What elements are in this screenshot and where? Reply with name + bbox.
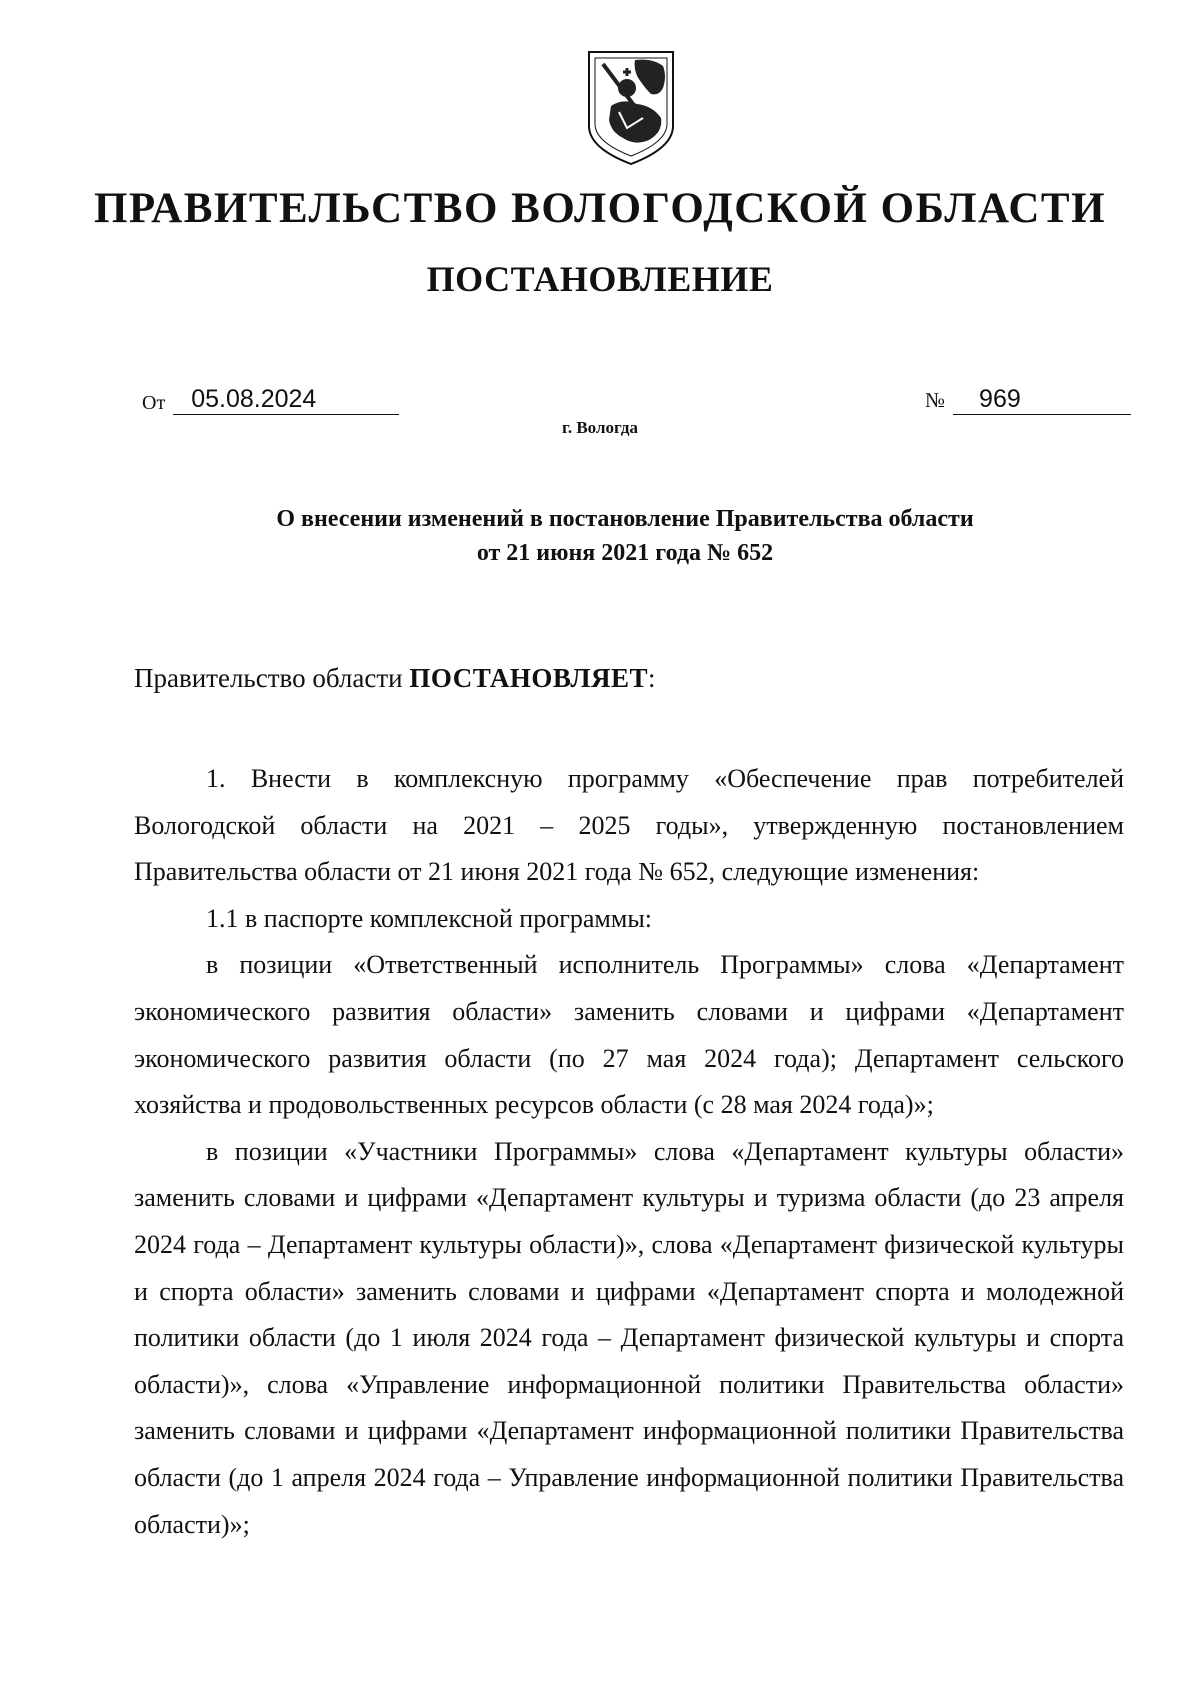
coat-of-arms-icon — [583, 48, 679, 168]
document-date — [142, 384, 399, 415]
organization-title: ПРАВИТЕЛЬСТВО ВОЛОГОДСКОЙ ОБЛАСТИ — [93, 185, 1107, 232]
number-prefix: № — [925, 388, 946, 412]
preamble-colon: : — [647, 663, 656, 693]
paragraph-2: 1.1 в паспорте комплексной программы: — [206, 903, 653, 933]
city: г. Вологда — [562, 418, 638, 437]
number-value: 969 — [953, 384, 1131, 415]
subject-line-2: от 21 июня 2021 года № 652 — [476, 540, 774, 566]
preamble — [134, 663, 656, 694]
document-subject — [0, 502, 1200, 570]
document-number — [925, 384, 1131, 415]
preamble-keyword: ПОСТАНОВЛЯЕТ — [409, 663, 648, 693]
subject-line-1: О внесении изменений в постановление Правительства области — [276, 506, 974, 532]
paragraph-4: в позиции «Участники Программы» слова «Департамент культуры области» заменить словами и цифрами «Департамент культуры и туризма области (до 23 апреля 2024 года – Департамент культуры области)», слова «Департамент физической культуры и спорта области» заменить словами и цифрами «Департамент спорта и молодежной политики области (до 1 июля 2024 года – Департамент физической культуры и спорта области)», слова «Управление информационной политики Правительства области» заменить словами и цифрами «Департамент информационной политики Правительства области (до 1 апреля 2024 года – Управление информационной политики Правительства области)»; — [134, 1136, 1124, 1539]
document-body — [134, 756, 1124, 1548]
paragraph-3: в позиции «Ответственный исполнитель Программы» слова «Департамент экономического развития области» заменить словами и цифрами «Департамент экономического развития области (по 27 мая 2024 года); Департамент сельского хозяйства и продовольственных ресурсов области (с 28 мая 2024 года)»; — [134, 950, 1124, 1120]
preamble-text: Правительство области — [134, 663, 410, 693]
date-value: 05.08.2024 — [173, 384, 399, 415]
date-prefix: От — [142, 392, 166, 414]
document-type-title: ПОСТАНОВЛЕНИЕ — [426, 259, 774, 299]
paragraph-1: 1. Внести в комплексную программу «Обеспечение прав потребителей Вологодской области на 2021 – 2025 годы», утвержденную постановлением Правительства области от 21 июня 2021 года № 652, следующие изменения: — [134, 764, 1124, 887]
